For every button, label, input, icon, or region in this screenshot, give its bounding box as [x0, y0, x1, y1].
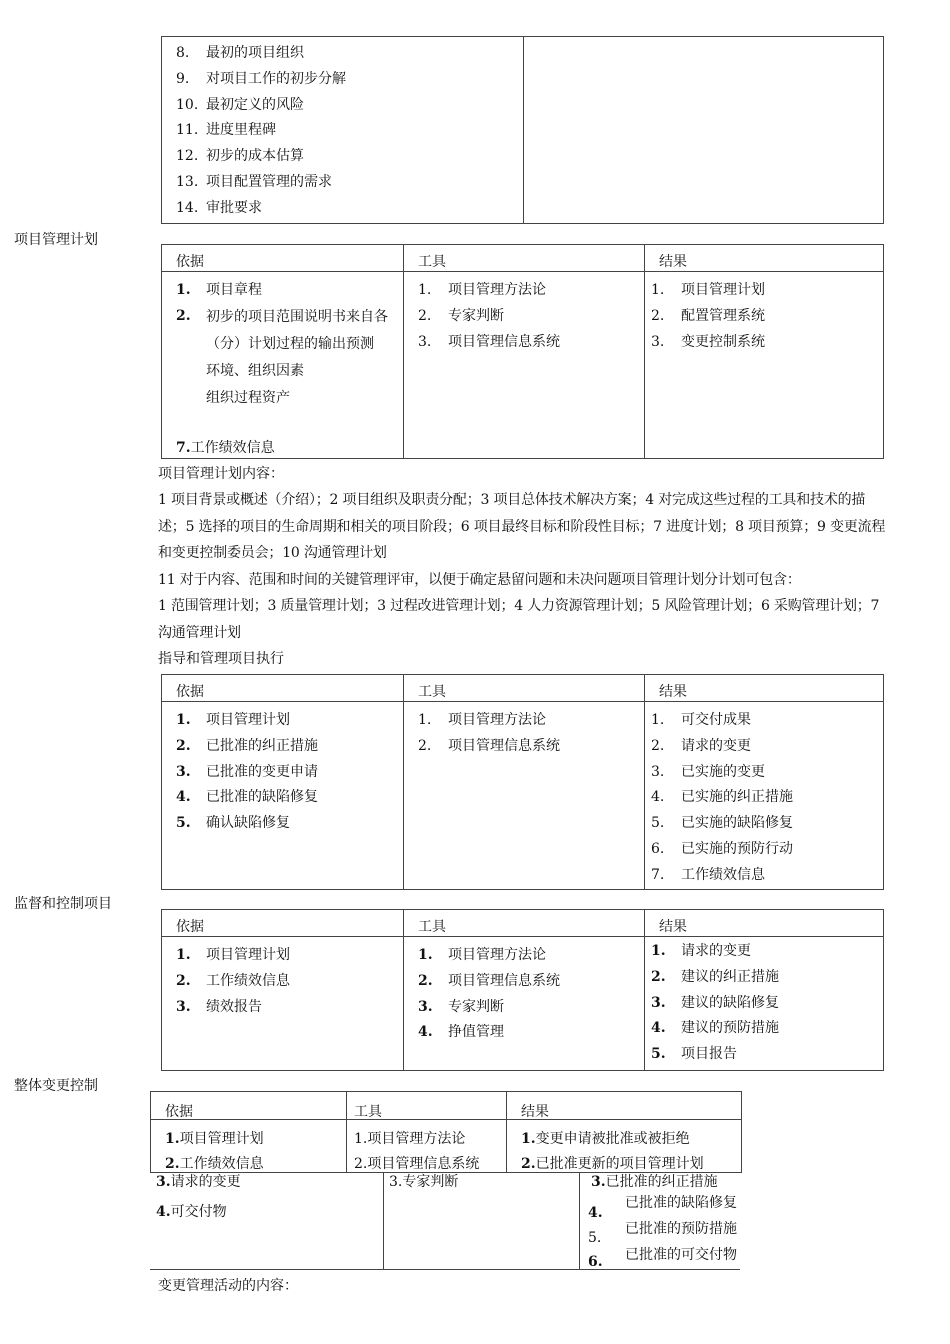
list-item: 1. 项目管理方法论 [418, 947, 546, 963]
list-item: 1. 项目管理计划 [176, 712, 290, 728]
list-item: 5. 确认缺陷修复 [176, 815, 290, 832]
list-item: 4. 建议的预防措施 [651, 1020, 779, 1037]
list-item: 4. [588, 1205, 603, 1221]
top-table-right-cell [524, 37, 884, 224]
divider [579, 1172, 580, 1269]
list-item: 2.工作绩效信息 [165, 1156, 264, 1172]
plan-content-p3: 1 范围管理计划；3 质量管理计划；3 过程改进管理计划；4 人力资源管理计划；5 风险管理计划；6 采购管理计划；7 沟通管理计划 [158, 598, 880, 641]
plan-table [161, 244, 884, 459]
list-item: 已批准的预防措施 [625, 1221, 737, 1237]
list-item: 2. 配置管理系统 [651, 307, 765, 324]
list-item: 12. 初步的成本估算 [176, 148, 304, 165]
list-item: 6. 已实施的预防行动 [651, 840, 793, 857]
input-extra: 环境、组织因素 组织过程资产 [206, 362, 304, 406]
list-item: 3.专家判断 [389, 1174, 459, 1190]
list-item: 1.项目管理计划 [165, 1131, 264, 1147]
header-input: 依据 [162, 910, 404, 937]
section-title-change: 整体变更控制 [14, 1078, 98, 1094]
list-item: 1.变更申请被批准或被拒绝 [521, 1131, 690, 1147]
monitor-outputs-cell [645, 937, 884, 1071]
list-item: 6. [588, 1254, 603, 1270]
list-item: 2.已批准更新的项目管理计划 [521, 1156, 704, 1172]
divider [346, 1092, 347, 1172]
header-input: 依据 [165, 1104, 193, 1120]
top-table-left-cell [162, 37, 524, 224]
list-item: 13. 项目配置管理的需求 [176, 173, 332, 190]
list-item: 4. 已实施的纠正措施 [651, 789, 793, 806]
list-item: 2. 专家判断 [418, 307, 504, 324]
header-output: 结果 [645, 910, 884, 937]
list-item: 3. 绩效报告 [176, 998, 262, 1015]
list-item: 3.已批准的纠正措施 [591, 1174, 718, 1190]
list-item: 1. 项目章程 [176, 282, 262, 298]
header-output: 结果 [521, 1104, 549, 1120]
list-item: 3.请求的变更 [156, 1174, 241, 1190]
list-item: 4. 挣值管理 [418, 1024, 504, 1041]
header-output: 结果 [645, 245, 884, 272]
section-title-monitor: 监督和控制项目 [14, 896, 112, 912]
monitor-tools-cell [404, 937, 645, 1071]
list-item: 1. 项目管理方法论 [418, 712, 546, 728]
list-item: 5. 项目报告 [651, 1046, 737, 1063]
header-input: 依据 [162, 675, 404, 702]
divider [383, 1172, 384, 1269]
list-item: 3. 已批准的变更申请 [176, 763, 318, 780]
list-item: 7. 工作绩效信息 [651, 866, 765, 883]
list-item: 已批准的可交付物 [625, 1247, 737, 1263]
top-table [161, 36, 884, 224]
list-item: 已批准的缺陷修复 [625, 1195, 737, 1211]
header-tools: 工具 [404, 245, 645, 272]
list-item: 2. 请求的变更 [651, 737, 751, 754]
plan-content-title: 项目管理计划内容： [158, 466, 284, 482]
list-item: 14. 审批要求 [176, 199, 262, 216]
exec-tools-cell [404, 702, 645, 890]
list-item: 2. 建议的纠正措施 [651, 968, 779, 985]
header-tools: 工具 [404, 675, 645, 702]
header-output: 结果 [645, 675, 884, 702]
list-item: 3. 建议的缺陷修复 [651, 994, 779, 1011]
list-item: 2. 项目管理信息系统 [418, 972, 560, 989]
plan-tools-cell [404, 272, 645, 459]
list-item: 8. 最初的项目组织 [176, 45, 304, 61]
exec-outputs-cell [645, 702, 884, 890]
section-title-plan: 项目管理计划 [14, 232, 98, 248]
divider [151, 1119, 741, 1120]
list-item: 3. 变更控制系统 [651, 333, 765, 350]
section-title-exec: 指导和管理项目执行 [158, 651, 284, 667]
change-table [150, 1091, 742, 1173]
list-item: 1. 项目管理计划 [651, 282, 765, 298]
header-tools: 工具 [354, 1104, 382, 1120]
monitor-table [161, 909, 884, 1071]
list-item: 5. [588, 1230, 602, 1246]
list-item: 3. 专家判断 [418, 998, 504, 1015]
list-item: 2. 初步的项目范围说明书来自各（分）计划过程的输出预测 [176, 307, 388, 352]
list-item: 11. 进度里程碑 [176, 122, 276, 139]
list-item: 4.可交付物 [156, 1204, 227, 1220]
list-item: 2. 已批准的纠正措施 [176, 737, 318, 754]
list-item: 9. 对项目工作的初步分解 [176, 70, 346, 87]
list-item: 1. 项目管理计划 [176, 947, 290, 963]
header-tools: 工具 [404, 910, 645, 937]
header-input: 依据 [162, 245, 404, 272]
monitor-inputs-cell [162, 937, 404, 1071]
list-item: 1.项目管理方法论 [354, 1131, 466, 1147]
plan-inputs-cell [162, 272, 404, 459]
exec-inputs-cell [162, 702, 404, 890]
divider [506, 1092, 507, 1172]
plan-content-p2: 11 对于内容、范围和时间的关键管理评审，以便于确定悬留问题和未决问题项目管理计划分计划可包含： [158, 572, 801, 588]
list-item: 3. 项目管理信息系统 [418, 333, 560, 350]
list-item: 5. 已实施的缺陷修复 [651, 815, 793, 832]
exec-table [161, 674, 884, 890]
list-item: 2. 项目管理信息系统 [418, 737, 560, 754]
divider [150, 1269, 740, 1270]
list-item: 4. 已批准的缺陷修复 [176, 789, 318, 806]
list-item: 1. 可交付成果 [651, 712, 751, 728]
list-item: 7.工作绩效信息 [176, 440, 275, 456]
list-item: 3. 已实施的变更 [651, 763, 765, 780]
list-item: 2. 工作绩效信息 [176, 972, 290, 989]
change-table-lower [150, 1172, 740, 1270]
plan-outputs-cell [645, 272, 884, 459]
list-item: 1. 项目管理方法论 [418, 282, 546, 298]
change-footer: 变更管理活动的内容： [158, 1278, 298, 1294]
list-item: 2.项目管理信息系统 [354, 1156, 480, 1172]
list-item: 10. 最初定义的风险 [176, 96, 304, 113]
list-item: 1. 请求的变更 [651, 943, 751, 959]
plan-content-p1: 1 项目背景或概述（介绍）；2 项目组织及职责分配；3 项目总体技术解决方案；4 对完成这些过程的工具和技术的描述；5 选择的项目的生命周期和相关的项目阶段；6 项目最终目标和阶段性目标；7 进度计划；8 项目预算；9 变更流程和变更控制委员会；10 沟通管理计划 [158, 492, 886, 561]
